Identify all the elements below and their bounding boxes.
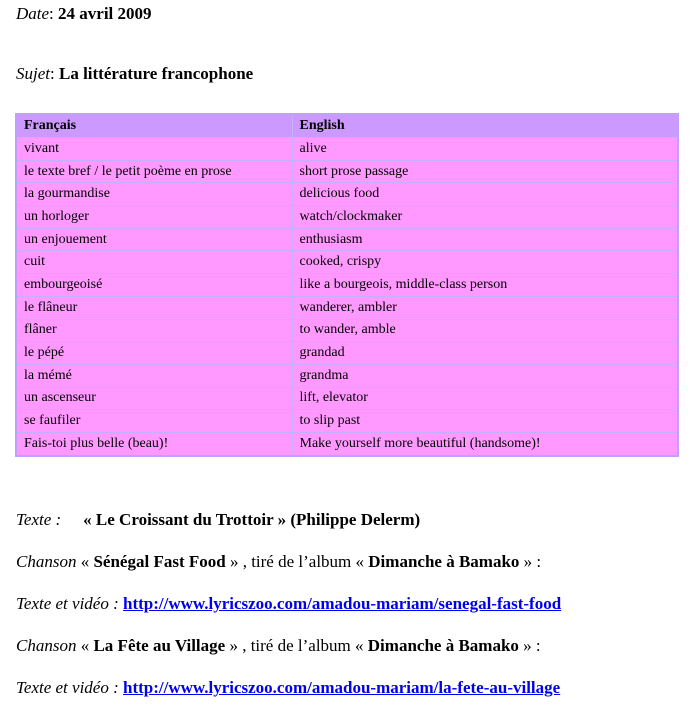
cell-francais: flâner xyxy=(16,319,292,342)
table-row xyxy=(16,387,678,410)
chanson1-end: » : xyxy=(519,552,542,571)
subject-value: La littérature francophone xyxy=(58,64,254,83)
cell-english: grandma xyxy=(292,364,678,387)
cell-francais: vivant xyxy=(16,138,292,161)
cell-english: lift, elevator xyxy=(292,387,678,410)
column-header-english: English xyxy=(292,114,678,138)
table-row xyxy=(16,251,678,274)
date-label: Date xyxy=(16,4,50,23)
column-header-francais: Français xyxy=(16,114,292,138)
cell-english: to slip past xyxy=(292,410,678,433)
table-row xyxy=(16,432,678,455)
cell-francais: la gourmandise xyxy=(16,183,292,206)
cell-francais: embourgeoisé xyxy=(16,274,292,297)
cell-francais: le texte bref / le petit poème en prose xyxy=(16,160,292,183)
table-row xyxy=(16,342,678,365)
vocabulary-table xyxy=(15,113,679,457)
cell-francais: Fais-toi plus belle (beau)! xyxy=(16,432,292,455)
date-value: 24 avril 2009 xyxy=(58,4,152,23)
table-row xyxy=(16,410,678,433)
table-header-row xyxy=(16,114,678,138)
video1-label: Texte et vidéo : xyxy=(16,594,119,613)
table-row xyxy=(16,206,678,229)
texte-author: (Philippe Delerm) xyxy=(290,510,421,529)
cell-english: short prose passage xyxy=(292,160,678,183)
video2-line xyxy=(16,678,560,698)
table-row xyxy=(16,138,678,161)
vocabulary-table-body xyxy=(16,138,678,456)
table-row xyxy=(16,319,678,342)
texte-label: Texte : xyxy=(16,510,62,529)
texte-title: « Le Croissant du Trottoir » xyxy=(83,510,287,529)
cell-francais: cuit xyxy=(16,251,292,274)
texte-line xyxy=(16,510,420,530)
cell-english: wanderer, ambler xyxy=(292,296,678,319)
cell-english: watch/clockmaker xyxy=(292,206,678,229)
chanson2-end: » : xyxy=(518,636,541,655)
cell-francais: la mémé xyxy=(16,364,292,387)
cell-francais: se faufiler xyxy=(16,410,292,433)
table-row xyxy=(16,364,678,387)
chanson1-album: Dimanche à Bamako xyxy=(368,552,520,571)
cell-francais: un horloger xyxy=(16,206,292,229)
table-row xyxy=(16,160,678,183)
video1-link[interactable]: http://www.lyricszoo.com/amadou-mariam/senegal-fast-food xyxy=(123,594,562,613)
chanson1-line xyxy=(16,552,541,572)
cell-english: grandad xyxy=(292,342,678,365)
chanson1-title: Sénégal Fast Food xyxy=(93,552,226,571)
cell-francais: le pépé xyxy=(16,342,292,365)
chanson1-mid: » , tiré de l’album « xyxy=(225,552,369,571)
subject-label: Sujet xyxy=(16,64,50,83)
subject-line: Sujet: La littérature francophone xyxy=(16,64,254,83)
cell-english: delicious food xyxy=(292,183,678,206)
cell-francais: un enjouement xyxy=(16,228,292,251)
table-row xyxy=(16,183,678,206)
table-row xyxy=(16,274,678,297)
cell-english: like a bourgeois, middle-class person xyxy=(292,274,678,297)
video1-line xyxy=(16,594,561,614)
chanson2-title: La Fête au Village xyxy=(93,636,226,655)
table-row xyxy=(16,296,678,319)
cell-english: alive xyxy=(292,138,678,161)
chanson2-open-quote: « xyxy=(80,636,94,655)
video2-label: Texte et vidéo : xyxy=(16,678,119,697)
chanson2-line xyxy=(16,636,541,656)
date-line: Date: 24 avril 2009 xyxy=(16,4,152,23)
chanson1-label: Chanson xyxy=(16,552,77,571)
cell-francais: un ascenseur xyxy=(16,387,292,410)
cell-english: cooked, crispy xyxy=(292,251,678,274)
cell-english: to wander, amble xyxy=(292,319,678,342)
video2-link[interactable]: http://www.lyricszoo.com/amadou-mariam/la-fete-au-village xyxy=(123,678,561,697)
chanson2-mid: » , tiré de l’album « xyxy=(225,636,368,655)
chanson1-open-quote: « xyxy=(80,552,94,571)
cell-francais: le flâneur xyxy=(16,296,292,319)
chanson2-album: Dimanche à Bamako xyxy=(367,636,519,655)
cell-english: enthusiasm xyxy=(292,228,678,251)
table-row xyxy=(16,228,678,251)
chanson2-label: Chanson xyxy=(16,636,77,655)
cell-english: Make yourself more beautiful (handsome)! xyxy=(292,432,678,455)
